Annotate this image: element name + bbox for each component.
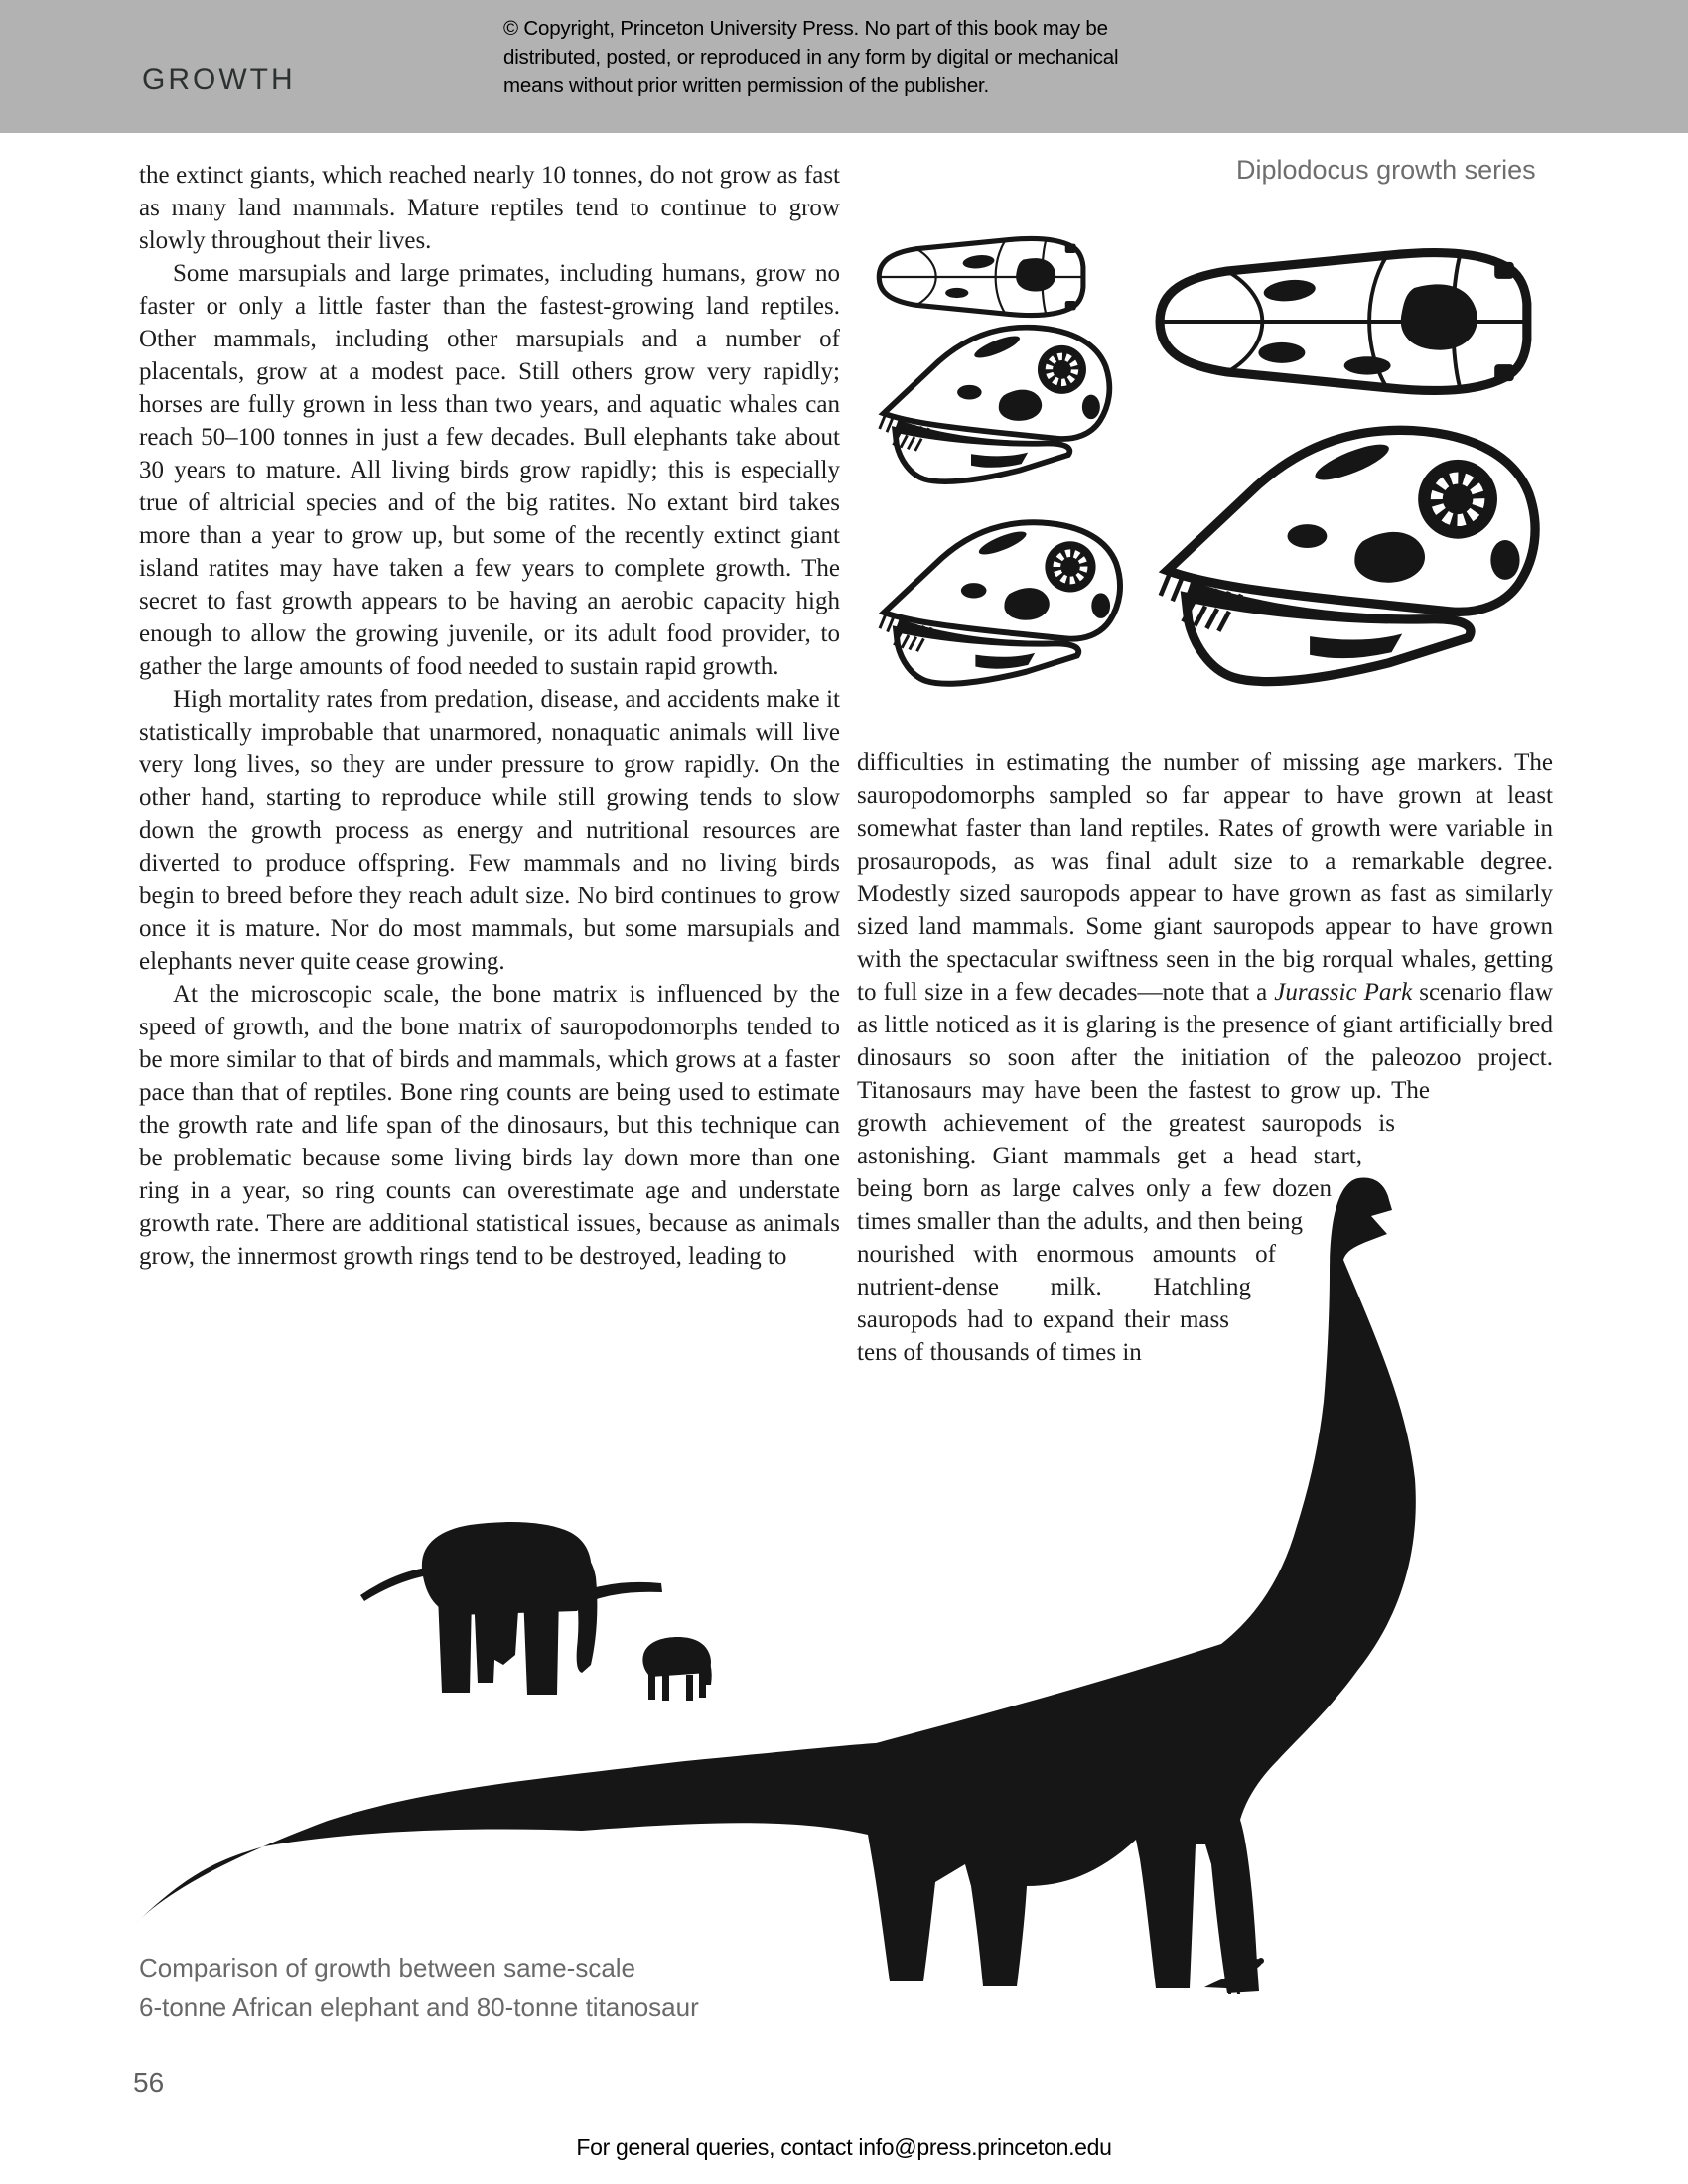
figure-caption bbox=[139, 1948, 914, 2027]
caption-line-2: 6-tonne African elephant and 80-tonne titanosaur bbox=[139, 1992, 699, 2022]
skull-lateral-subadult-illustration bbox=[874, 493, 1128, 708]
copyright-notice bbox=[503, 14, 1118, 100]
skull-dorsal-juvenile-illustration bbox=[872, 228, 1088, 326]
skull-lateral-icon bbox=[1140, 412, 1559, 692]
body-paragraph: Some marsupials and large primates, including humans, grow no faster or only a little faster than the fastest-growing land reptiles. Other mammals, including other marsupials and a number of placentals, grow at a modest pace. Still others grow very rapidly; horses are fully grown in less than two years, and aquatic whales can reach 50–100 tonnes in just a few decades. Bull elephants take about 30 years to mature. All living birds grow rapidly; this is especially true of altricial species and of the big ratites. No extant bird takes more than a year to grow up, but some of the recently extinct giant island ratites may have taken a few years to complete growth. The secret to fast growth appears to be having an aerobic capacity high enough to allow the growing juvenile, or its adult food provider, to gather the large amounts of food needed to sustain rapid growth. bbox=[139, 260, 840, 680]
body-paragraph: At the microscopic scale, the bone matrix is influenced by the speed of growth, and the bone matrix of sauropodomorphs tended to be more similar to that of birds and mammals, which grows at a faster pace than that of reptiles. Bone ring counts are being used to estimate the growth rate and life span of the dinosaurs, but this technique can be problematic because some living birds lay down more than one ring in a year, so ring counts can overestimate age and understate growth rate. There are additional statistical issues, because as animals grow, the innermost growth rings tend to be destroyed, leading to bbox=[139, 981, 840, 1270]
figure-top-label: Diplodocus growth series bbox=[1236, 155, 1536, 185]
text-wrap-spacer bbox=[1251, 1271, 1554, 1303]
skull-dorsal-icon bbox=[872, 228, 1088, 326]
body-paragraph: the extinct giants, which reached nearly 10 tonnes, do not grow as fast as many land mammals. Mature reptiles tend to continue to grow slowly throughout their lives. bbox=[139, 162, 840, 254]
left-text-column bbox=[139, 159, 840, 1273]
body-paragraph: High mortality rates from predation, disease, and accidents make it statistically improbable that unarmored, nonaquatic animals will live very long lives, so they are under pressure to grow rapidly. On the other hand, starting to reproduce while still growing tends to slow down the growth process as energy and nutritional resources are diverted to produce offspring. Few mammals and no living birds begin to breed before they reach adult size. No bird continues to grow once it is mature. Nor do most mammals, but some marsupials and elephants never quite cease growing. bbox=[139, 686, 840, 975]
right-text-column bbox=[857, 747, 1554, 1528]
skull-dorsal-adult-illustration bbox=[1147, 234, 1536, 409]
skull-lateral-icon bbox=[874, 493, 1128, 708]
text-wrap-spacer bbox=[1276, 1238, 1554, 1271]
copyright-line-3: means without prior written permission of the publisher. bbox=[503, 74, 990, 97]
baby-elephant-silhouette bbox=[642, 1637, 711, 1701]
text-wrap-spacer bbox=[1430, 1074, 1554, 1107]
paragraph-text: scenario flaw as little noticed as it is glaring is the presence of giant artificially bred dinosaurs so soon after the initiation of the paleozoo project. Titanosaurs may have been the fastest to grow up. The growth achievement of the greatest sauropods is astonishing. Giant mammals get a head start, being born as large calves only a few dozen times smaller than the adults, and then being nourished with enormous amounts of nutrient-dense milk. Hatchling sauropods had to expand their mass tens of thousands of times in bbox=[857, 979, 1553, 1366]
text-wrap-spacer bbox=[1195, 1369, 1554, 1528]
adult-elephant-silhouette bbox=[360, 1522, 662, 1695]
skull-lateral-juvenile-illustration bbox=[874, 316, 1117, 488]
copyright-line-2: distributed, posted, or reproduced in any form by digital or mechanical bbox=[503, 46, 1119, 68]
skull-lateral-adult-illustration bbox=[1140, 412, 1559, 692]
skull-dorsal-icon bbox=[1147, 234, 1536, 409]
caption-line-1: Comparison of growth between same-scale bbox=[139, 1953, 636, 1982]
text-wrap-spacer bbox=[1362, 1140, 1554, 1172]
text-wrap-spacer bbox=[1303, 1205, 1554, 1238]
italicized-book-title: Jurassic Park bbox=[1274, 979, 1413, 1006]
text-wrap-spacer bbox=[1553, 747, 1554, 1074]
text-wrap-spacer bbox=[1332, 1172, 1554, 1205]
skull-lateral-icon bbox=[874, 316, 1117, 488]
text-wrap-spacer bbox=[1229, 1303, 1554, 1336]
paragraph-text: difficulties in estimating the number of missing age markers. The sauropodomorphs sampled so far appear to have grown at least somewhat faster than land reptiles. Rates of growth were variable in prosauropods, as was final adult size to a remarkable degree. Modestly sized sauropods appear to have grown as fast as similarly sized land mammals. Some giant sauropods appear to have grown with the spectacular swiftness seen in the big rorqual whales, getting to full size in a few decades—note that a bbox=[857, 750, 1553, 1006]
footer-contact-line: For general queries, contact info@press.princeton.edu bbox=[576, 2134, 1112, 2160]
section-label: GROWTH bbox=[142, 64, 296, 96]
text-wrap-spacer bbox=[1395, 1107, 1554, 1140]
page-number: 56 bbox=[133, 2067, 165, 2098]
text-wrap-spacer bbox=[1209, 1336, 1554, 1369]
copyright-line-1: © Copyright, Princeton University Press. No part of this book may be bbox=[503, 17, 1108, 40]
